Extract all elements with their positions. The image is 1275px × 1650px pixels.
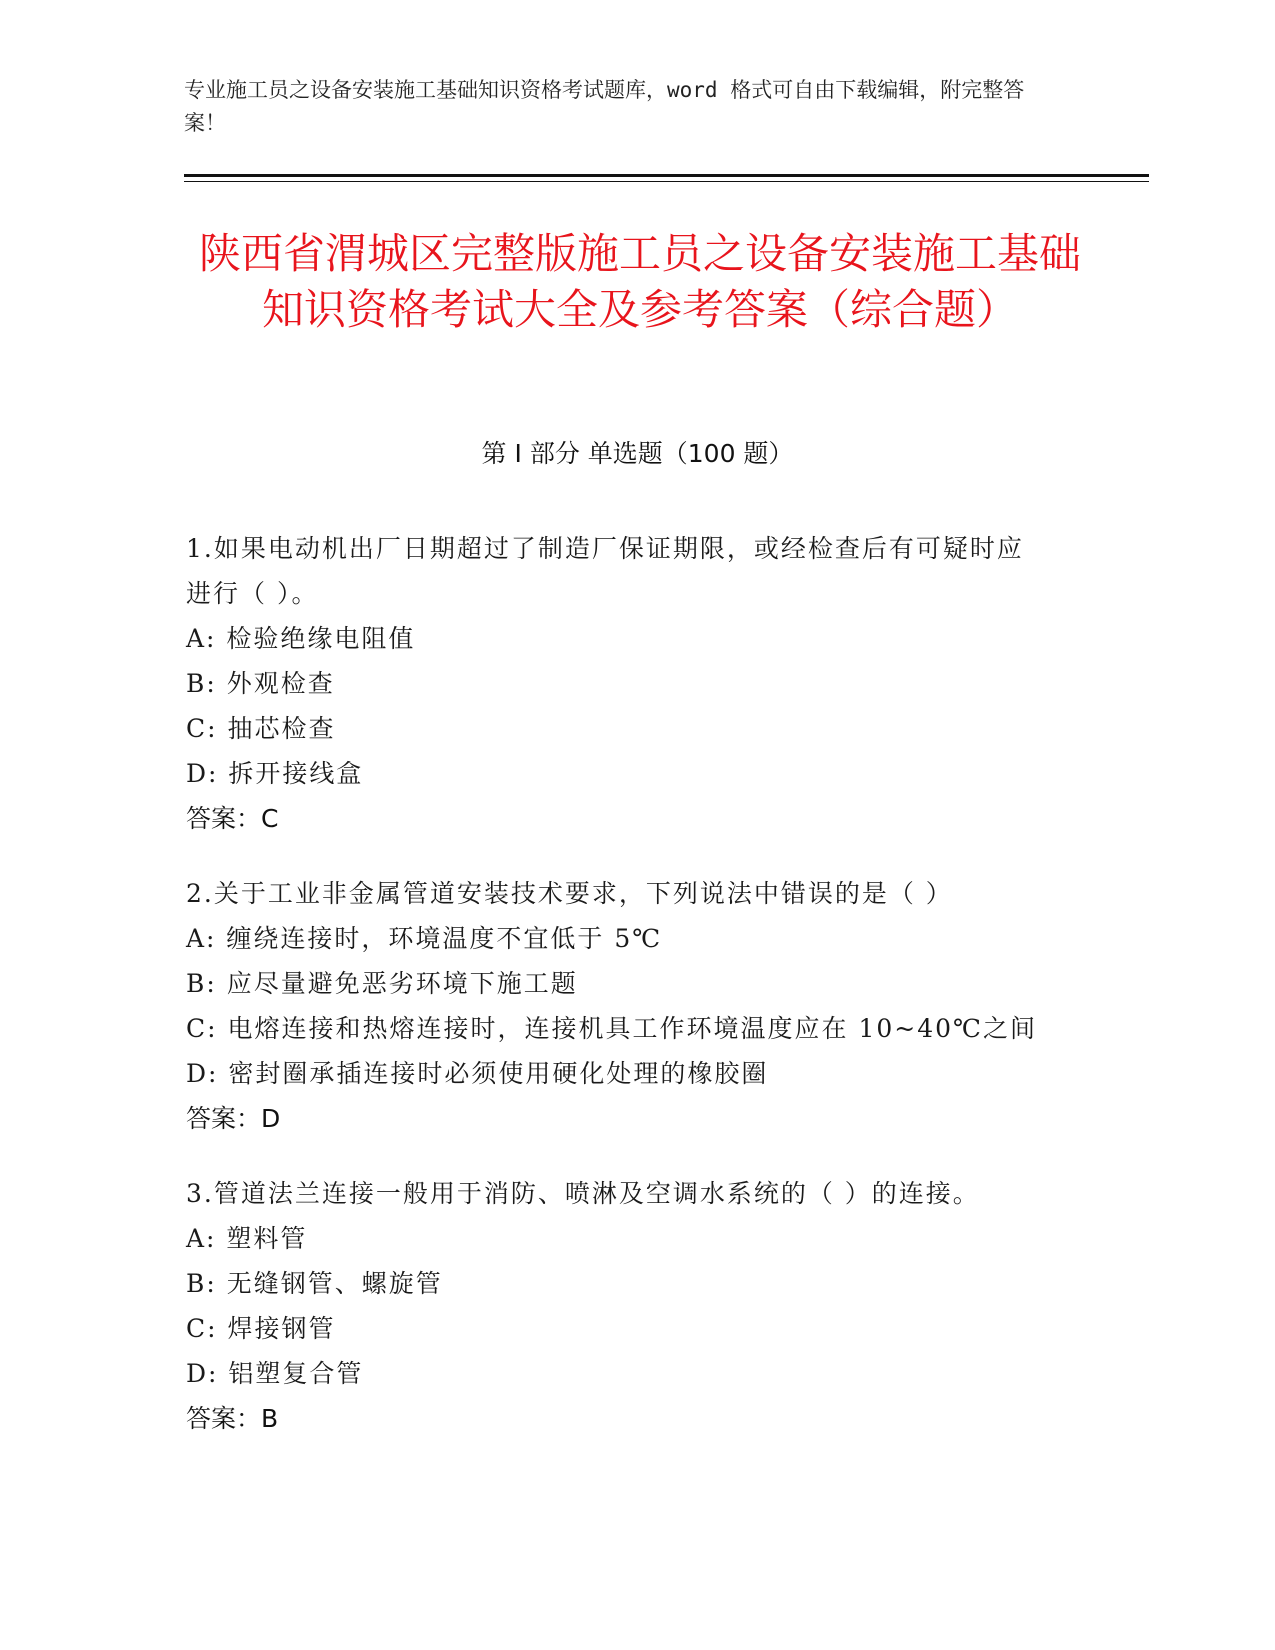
question-list	[186, 526, 1086, 1471]
question-stem: 3.管道法兰连接一般用于消防、喷淋及空调水系统的（ ）的连接。	[186, 1179, 980, 1208]
document-title: 陕西省渭城区完整版施工员之设备安装施工基础知识资格考试大全及参考答案（综合题）	[198, 229, 1081, 334]
option-d: D: 密封圈承插连接时必须使用硬化处理的橡胶圈	[186, 1059, 769, 1088]
answer: 答案：B	[186, 1404, 279, 1433]
option-a: A: 缠绕连接时，环境温度不宜低于 5℃	[186, 924, 663, 953]
section-title: 第 I 部分 单选题（100 题）	[481, 439, 794, 468]
option-c: C: 焊接钢管	[186, 1314, 336, 1343]
header-divider-thick	[184, 174, 1149, 177]
header-divider-thin	[184, 181, 1149, 182]
option-b: B: 无缝钢管、螺旋管	[186, 1269, 443, 1298]
question-stem: 1.如果电动机出厂日期超过了制造厂保证期限，或经检查后有可疑时应进行（ ）。	[186, 534, 1024, 608]
answer: 答案：D	[186, 1104, 281, 1133]
question-2	[186, 871, 1086, 1141]
option-d: D: 铝塑复合管	[186, 1359, 364, 1388]
option-c: C: 抽芯检查	[186, 714, 336, 743]
header-note: 专业施工员之设备安装施工基础知识资格考试题库，word 格式可自由下载编辑，附完整答案！	[184, 78, 1025, 135]
answer: 答案：C	[186, 804, 279, 833]
option-a: A: 检验绝缘电阻值	[186, 624, 416, 653]
option-b: B: 应尽量避免恶劣环境下施工题	[186, 969, 578, 998]
option-d: D: 拆开接线盒	[186, 759, 364, 788]
option-b: B: 外观检查	[186, 669, 335, 698]
question-3	[186, 1171, 1086, 1441]
option-a: A: 塑料管	[186, 1224, 308, 1253]
question-1	[186, 526, 1086, 841]
option-c: C: 电熔连接和热熔连接时，连接机具工作环境温度应在 10~40℃之间	[186, 1014, 1037, 1043]
question-stem: 2.关于工业非金属管道安装技术要求，下列说法中错误的是（ ）	[186, 879, 953, 908]
